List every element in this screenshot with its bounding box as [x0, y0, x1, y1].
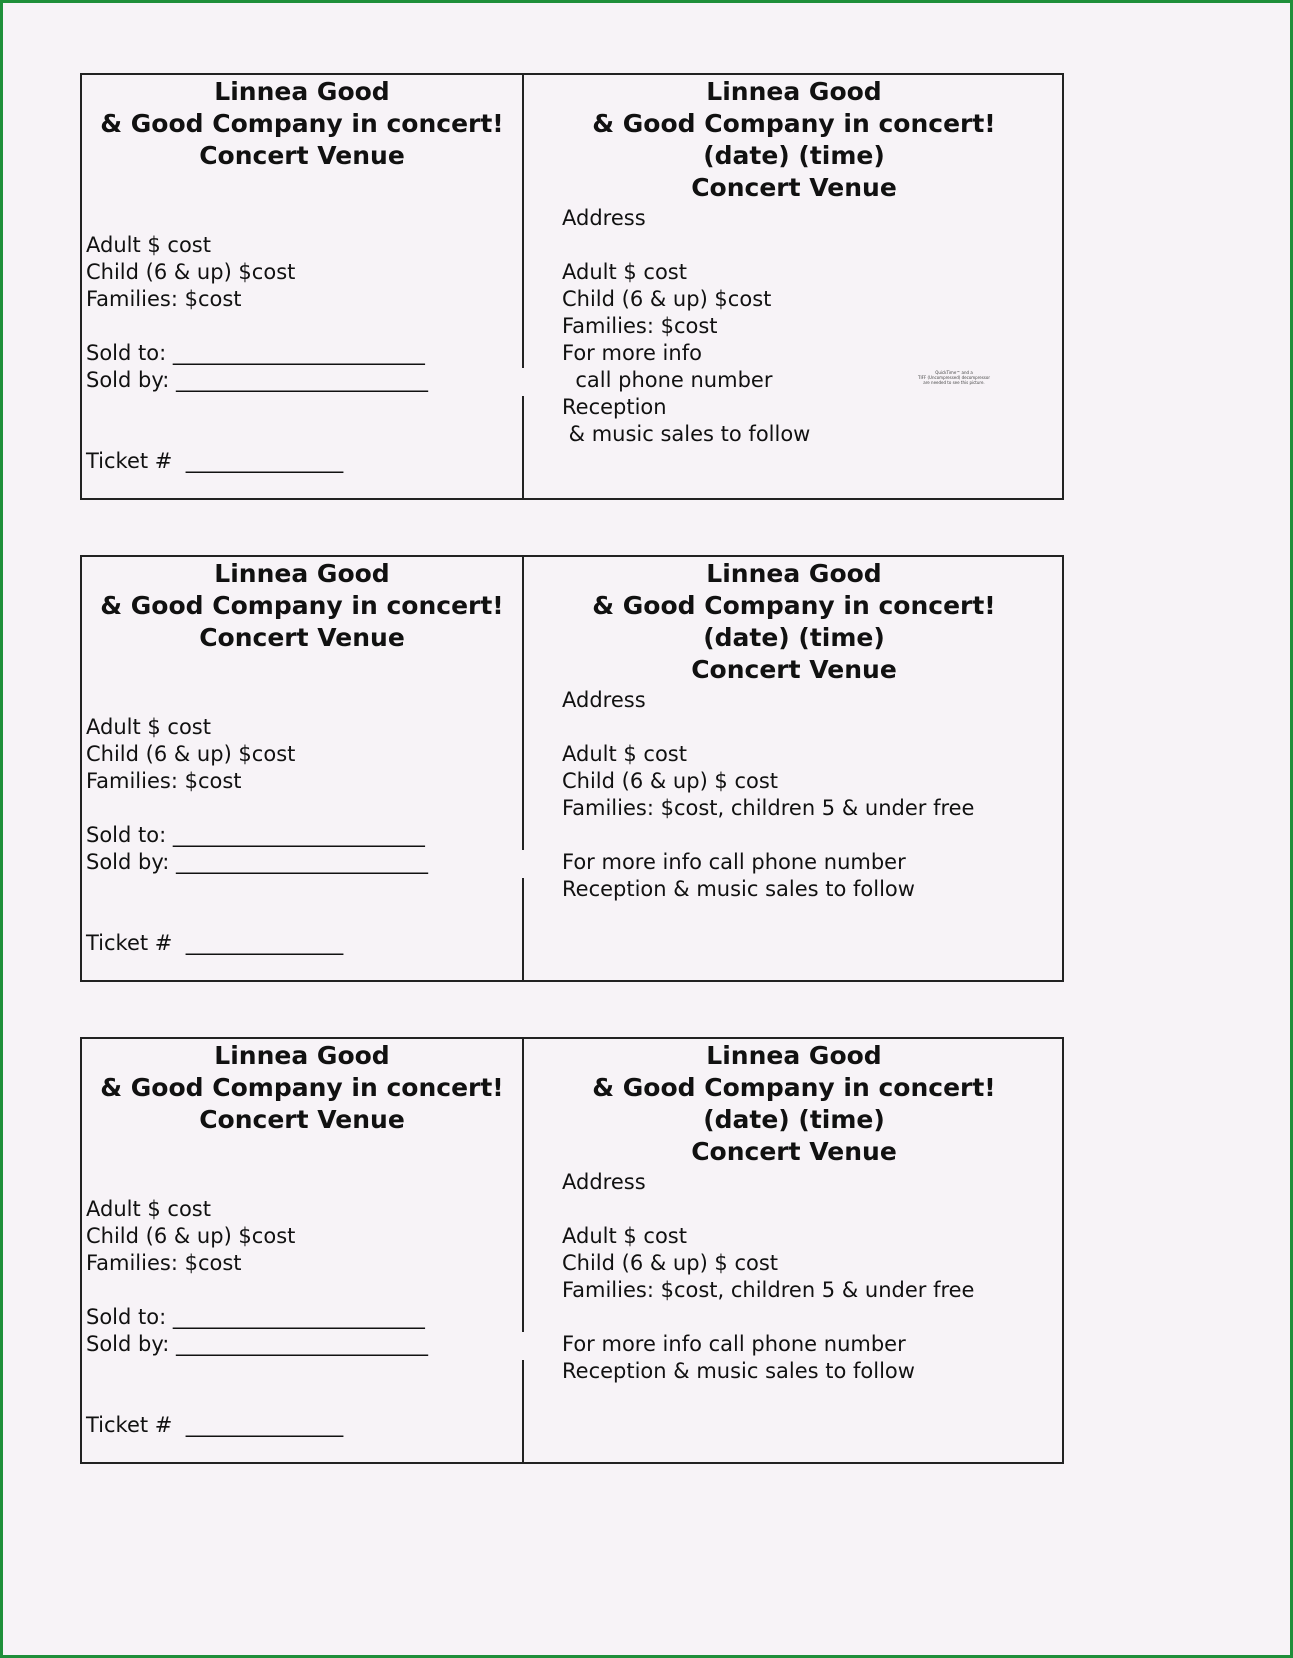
family-price: Families: $cost, children 5 & under free — [562, 1278, 975, 1302]
ticket-stub — [82, 1039, 522, 1462]
info-line: For more info call phone number — [562, 850, 906, 874]
ticket-main — [524, 557, 1064, 980]
stub-title-line: Concert Venue — [199, 623, 405, 652]
ticket-3 — [80, 1037, 1064, 1464]
main-title — [524, 1040, 1064, 1168]
ticket-2 — [80, 555, 1064, 982]
main-title-line: & Good Company in concert! — [592, 591, 996, 620]
adult-price: Adult $ cost — [86, 1197, 211, 1221]
ticket-number-field[interactable]: Ticket # _______________ — [86, 1413, 344, 1437]
sold-by-field[interactable]: Sold by: ________________________ — [86, 368, 428, 392]
stub-title-line: Linnea Good — [214, 559, 390, 588]
adult-price: Adult $ cost — [562, 742, 687, 766]
main-title-line: (date) (time) — [703, 141, 885, 170]
family-price: Families: $cost — [562, 314, 718, 338]
main-title-line: Linnea Good — [706, 559, 882, 588]
address: Address — [562, 688, 646, 712]
main-title-line: (date) (time) — [703, 1105, 885, 1134]
address: Address — [562, 1170, 646, 1194]
note-line: are needed to see this picture. — [923, 380, 985, 385]
main-title-line: Concert Venue — [691, 655, 897, 684]
note-line: TIFF (Uncompressed) decompressor — [918, 375, 990, 380]
main-title-line: (date) (time) — [703, 623, 885, 652]
sold-by-field[interactable]: Sold by: ________________________ — [86, 1332, 428, 1356]
stub-title-line: Concert Venue — [199, 141, 405, 170]
sold-to-field[interactable]: Sold to: ________________________ — [86, 823, 425, 847]
family-price: Families: $cost, children 5 & under free — [562, 796, 975, 820]
stub-title-line: Linnea Good — [214, 1041, 390, 1070]
adult-price: Adult $ cost — [562, 1224, 687, 1248]
main-title-line: Linnea Good — [706, 1041, 882, 1070]
ticket-main — [524, 75, 1064, 498]
main-title — [524, 558, 1064, 686]
reception-line: Reception & music sales to follow — [562, 877, 915, 901]
family-price: Families: $cost — [86, 287, 242, 311]
adult-price: Adult $ cost — [562, 260, 687, 284]
stub-title-line: & Good Company in concert! — [100, 109, 504, 138]
stub-title — [82, 76, 522, 172]
main-title-line: & Good Company in concert! — [592, 109, 996, 138]
info-line: For more info call phone number — [562, 1332, 906, 1356]
child-price: Child (6 & up) $cost — [86, 742, 296, 766]
reception-line: & music sales to follow — [562, 422, 811, 446]
child-price: Child (6 & up) $cost — [562, 287, 772, 311]
ticket-stub — [82, 557, 522, 980]
stub-title-line: & Good Company in concert! — [100, 591, 504, 620]
adult-price: Adult $ cost — [86, 715, 211, 739]
child-price: Child (6 & up) $ cost — [562, 769, 779, 793]
stub-title-line: & Good Company in concert! — [100, 1073, 504, 1102]
ticket-number-field[interactable]: Ticket # _______________ — [86, 449, 344, 473]
child-price: Child (6 & up) $ cost — [562, 1251, 779, 1275]
sold-to-field[interactable]: Sold to: ________________________ — [86, 1305, 425, 1329]
main-title-line: Concert Venue — [691, 1137, 897, 1166]
stub-title — [82, 1040, 522, 1136]
ticket-main — [524, 1039, 1064, 1462]
main-title-line: Linnea Good — [706, 77, 882, 106]
family-price: Families: $cost — [86, 1251, 242, 1275]
adult-price: Adult $ cost — [86, 233, 211, 257]
info-line: For more info — [562, 341, 702, 365]
ticket-stub — [82, 75, 522, 498]
reception-line: Reception & music sales to follow — [562, 1359, 915, 1383]
main-title — [524, 76, 1064, 204]
info-line: call phone number — [562, 368, 773, 392]
ticket-1 — [80, 73, 1064, 500]
main-title-line: & Good Company in concert! — [592, 1073, 996, 1102]
placeholder-image-note — [904, 370, 1004, 385]
sold-to-field[interactable]: Sold to: ________________________ — [86, 341, 425, 365]
child-price: Child (6 & up) $cost — [86, 1224, 296, 1248]
stub-title-line: Linnea Good — [214, 77, 390, 106]
reception-line: Reception — [562, 395, 667, 419]
stub-title-line: Concert Venue — [199, 1105, 405, 1134]
family-price: Families: $cost — [86, 769, 242, 793]
stub-title — [82, 558, 522, 654]
address: Address — [562, 206, 646, 230]
child-price: Child (6 & up) $cost — [86, 260, 296, 284]
note-line: QuickTime™ and a — [935, 370, 973, 375]
ticket-number-field[interactable]: Ticket # _______________ — [86, 931, 344, 955]
main-title-line: Concert Venue — [691, 173, 897, 202]
sold-by-field[interactable]: Sold by: ________________________ — [86, 850, 428, 874]
